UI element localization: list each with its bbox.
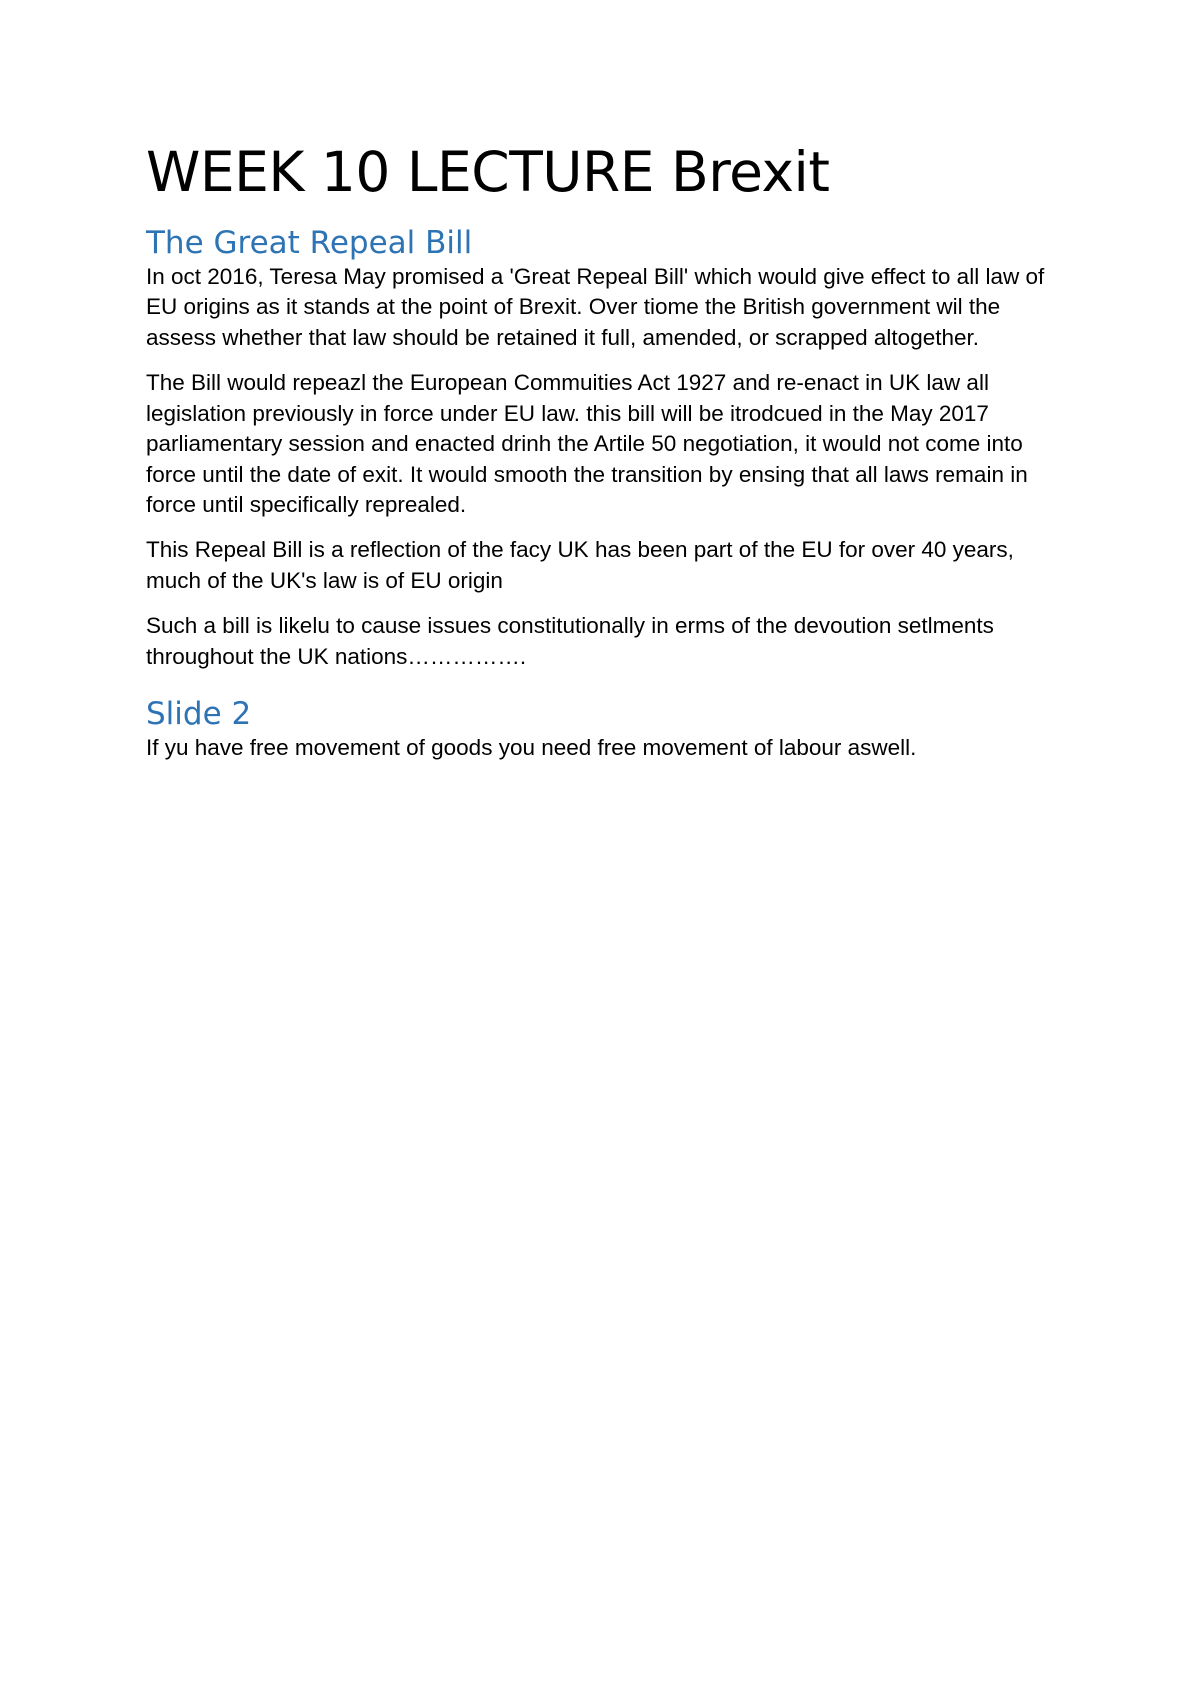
document-title: WEEK 10 LECTURE Brexit [146,140,830,204]
section-heading: Slide 2 [146,695,252,732]
section-heading: The Great Repeal Bill [146,224,473,261]
paragraph: In oct 2016, Teresa May promised a 'Great Repeal Bill' which would give effect to all law of EU origins as it stands at the point of Brexit. Over tiome the British government wil the assess whether that law should be retained it full, amended, or scrapped altogether. [146,264,1045,350]
section-great-repeal-bill [146,225,1066,672]
paragraph: The Bill would repeazl the European Commuities Act 1927 and re-enact in UK law all legislation previously in force under EU law. this bill will be itrodcued in the May 2017 parliamentary session and enacted drinh the Artile 50 negotiation, it would not come into force until the date of exit. It would smooth the transition by ensing that all laws remain in force until specifically reprealed. [146,370,1028,517]
paragraph: If yu have free movement of goods you need free movement of labour aswell. [146,735,917,761]
paragraph: This Repeal Bill is a reflection of the facy UK has been part of the EU for over 40 years, much of the UK's law is of EU origin [146,537,1014,593]
document-body [146,140,1066,779]
paragraph: Such a bill is likelu to cause issues constitutionally in erms of the devoution setlments throughout the UK nations……………. [146,613,994,669]
section-slide-2 [146,696,1066,764]
